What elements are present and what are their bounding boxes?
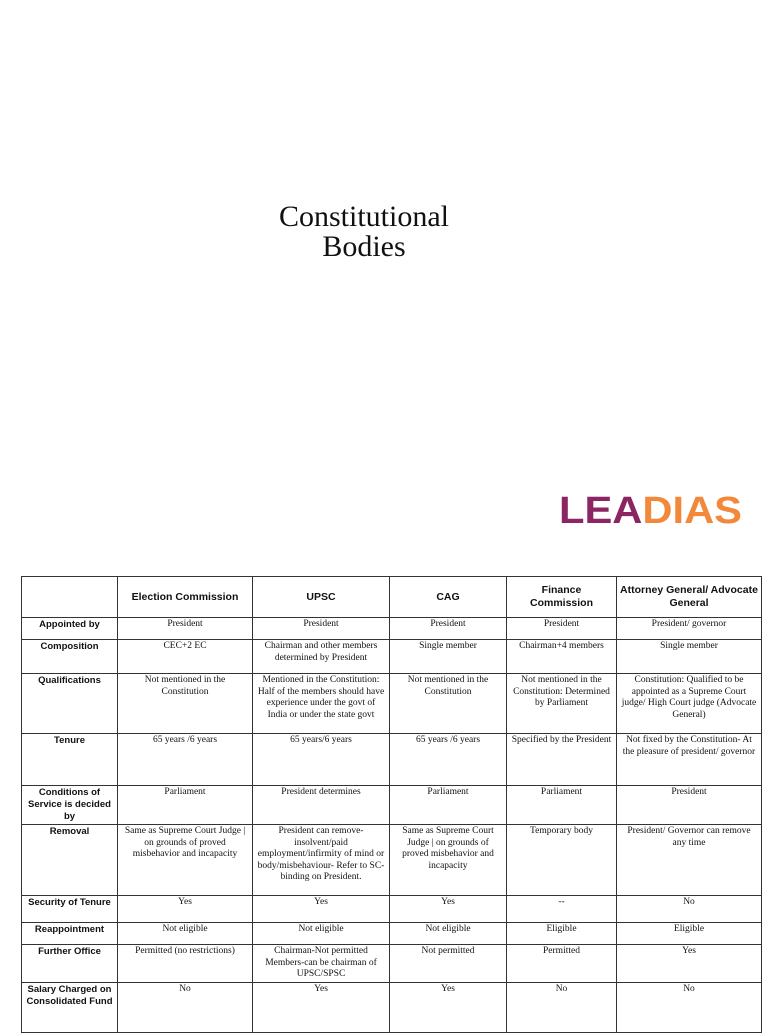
table-cell: No: [507, 982, 617, 1032]
table-cell: President: [118, 618, 253, 640]
table-cell: 65 years /6 years: [118, 734, 253, 786]
table-cell: Same as Supreme Court Judge | on grounds of proved misbehavior and incapacity: [390, 825, 507, 896]
svg-text:LEADIAS: [559, 490, 742, 528]
row-label: Removal: [22, 825, 118, 896]
table-cell: Not eligible: [390, 923, 507, 945]
table-row: [22, 825, 762, 896]
table-cell: Temporary body: [507, 825, 617, 896]
table-cell: No: [617, 982, 762, 1032]
leadias-logo: [559, 490, 744, 528]
table-cell: Yes: [390, 982, 507, 1032]
row-label: Qualifications: [22, 674, 118, 734]
table-cell: Not eligible: [118, 923, 253, 945]
table-cell: Chairman+4 members: [507, 640, 617, 674]
table-row: [22, 923, 762, 945]
table-cell: Mentioned in the Constitution: Half of the members should have experience under the govt of India or under the state govt: [253, 674, 390, 734]
row-label: Reappointment: [22, 923, 118, 945]
table-cell: Yes: [253, 896, 390, 923]
logo-text-d: D: [642, 490, 670, 528]
table-cell: Not mentioned in the Constitution: Determined by Parliament: [507, 674, 617, 734]
header-cell: [22, 577, 118, 618]
table-cell: President: [507, 618, 617, 640]
table-cell: Eligible: [617, 923, 762, 945]
comparison-table: [21, 576, 762, 1033]
table-cell: Parliament: [118, 786, 253, 825]
row-label: Security of Tenure: [22, 896, 118, 923]
table-cell: Not mentioned in the Constitution: [390, 674, 507, 734]
table-cell: Chairman-Not permitted Members-can be chairman of UPSC/SPSC: [253, 945, 390, 983]
table-cell: Not mentioned in the Constitution: [118, 674, 253, 734]
title-line-1: Constitutional: [278, 200, 449, 233]
table-cell: 65 years/6 years: [253, 734, 390, 786]
table-row: [22, 618, 762, 640]
table-cell: Yes: [617, 945, 762, 983]
table-cell: Permitted: [507, 945, 617, 983]
table-cell: President: [617, 786, 762, 825]
table-row: [22, 734, 762, 786]
table-cell: Constitution: Qualified to be appointed as a Supreme Court judge/ High Court judge (Advocate General): [617, 674, 762, 734]
title-line-2: Bodies: [322, 230, 406, 263]
table-cell: CEC+2 EC: [118, 640, 253, 674]
logo-text-ias: IAS: [672, 490, 736, 528]
table-cell: Not fixed by the Constitution- At the pleasure of president/ governor: [617, 734, 762, 786]
page-title: [0, 202, 728, 262]
row-label: Composition: [22, 640, 118, 674]
table-cell: Parliament: [507, 786, 617, 825]
table-cell: President: [390, 618, 507, 640]
table-cell: Permitted (no restrictions): [118, 945, 253, 983]
table-cell: Single member: [390, 640, 507, 674]
table-cell: Same as Supreme Court Judge | on grounds of proved misbehavior and incapacity: [118, 825, 253, 896]
row-label: Tenure: [22, 734, 118, 786]
row-label: Further Office: [22, 945, 118, 983]
header-cell: UPSC: [253, 577, 390, 618]
table-cell: Parliament: [390, 786, 507, 825]
header-cell: Election Commission: [118, 577, 253, 618]
table-row: [22, 674, 762, 734]
table-cell: Chairman and other members determined by President: [253, 640, 390, 674]
table-cell: No: [118, 982, 253, 1032]
table-header-row: [22, 577, 762, 618]
table-cell: Eligible: [507, 923, 617, 945]
row-label: Salary Charged on Consolidated Fund: [22, 982, 118, 1032]
table-row: [22, 945, 762, 983]
table-cell: President/ Governor can remove any time: [617, 825, 762, 896]
table-row: [22, 896, 762, 923]
table-cell: Not eligible: [253, 923, 390, 945]
table-cell: 65 years /6 years: [390, 734, 507, 786]
table-cell: President determines: [253, 786, 390, 825]
header-cell: CAG: [390, 577, 507, 618]
table-cell: President: [253, 618, 390, 640]
table-cell: No: [617, 896, 762, 923]
table-row: [22, 786, 762, 825]
row-label: Conditions of Service is decided by: [22, 786, 118, 825]
logo-text-lea: LEA: [559, 490, 635, 528]
table-cell: Single member: [617, 640, 762, 674]
table-cell: Yes: [390, 896, 507, 923]
header-cell: Attorney General/ Advocate General: [617, 577, 762, 618]
table-row: [22, 982, 762, 1032]
table-cell: --: [507, 896, 617, 923]
table-cell: President can remove- insolvent/paid employment/infirmity of mind or body/misbehaviour- Refer to SC-binding on President.: [253, 825, 390, 896]
table-cell: Yes: [253, 982, 390, 1032]
table-cell: Yes: [118, 896, 253, 923]
table-cell: President/ governor: [617, 618, 762, 640]
row-label: Appointed by: [22, 618, 118, 640]
table-cell: Specified by the President: [507, 734, 617, 786]
table-row: [22, 640, 762, 674]
header-cell: Finance Commission: [507, 577, 617, 618]
table-cell: Not permitted: [390, 945, 507, 983]
